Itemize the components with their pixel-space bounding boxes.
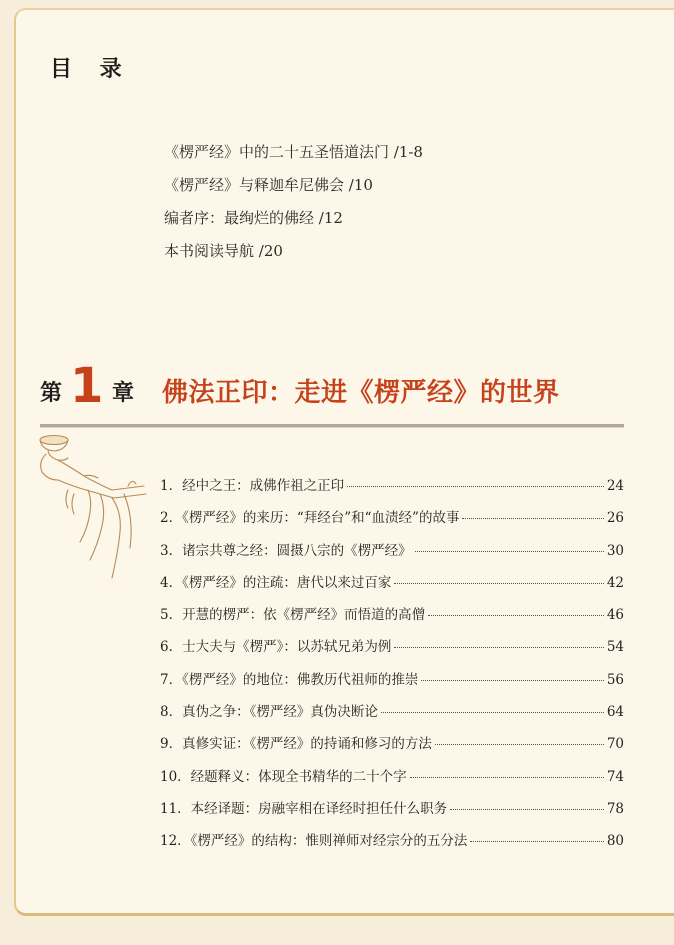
toc-entry[interactable] (160, 474, 624, 506)
toc-heading: 目 录 (50, 57, 132, 82)
front-matter-item[interactable]: 《楞严经》中的二十五圣悟道法门 /1-8 (164, 143, 423, 161)
front-matter-item[interactable]: 编者序：最绚烂的佛经 /12 (164, 209, 343, 227)
toc-entry-title: 1．经中之王：成佛作祖之正印 (160, 478, 345, 494)
toc-entry-page: 70 (606, 736, 624, 753)
toc-entry[interactable] (160, 732, 624, 764)
toc-entry[interactable] (160, 765, 624, 797)
chapter-heading (40, 360, 640, 420)
toc-entry-title: 2．《楞严经》的来历：“拜经台”和“血渍经”的故事 (160, 510, 460, 527)
toc-entry-title: 9．真修实证：《楞严经》的持诵和修习的方法 (160, 736, 432, 753)
front-matter-item[interactable]: 《楞严经》与释迦牟尼佛会 /10 (164, 176, 373, 194)
chapter-suffix: 章 (112, 381, 135, 406)
toc-leader-dots (470, 841, 603, 842)
toc-leader-dots (410, 777, 604, 778)
toc-leader-dots (435, 744, 604, 745)
toc-entry-title: 10．经题释义：体现全书精华的二十个字 (160, 768, 407, 785)
chapter-title[interactable]: 佛法正印：走进《楞严经》的世界 (162, 378, 560, 408)
toc-entry-title: 12．《楞严经》的结构：惟则禅师对经宗分的五分法 (160, 833, 468, 850)
toc-entry[interactable] (160, 539, 624, 571)
toc-entry-page: 46 (606, 607, 624, 624)
chapter-toc-list (160, 474, 624, 862)
toc-entry-page: 54 (606, 639, 624, 656)
front-matter-list (164, 142, 423, 274)
toc-entry[interactable] (160, 829, 624, 861)
front-matter-item[interactable]: 本书阅读导航 /20 (164, 242, 283, 260)
toc-entry-page: 42 (606, 574, 624, 591)
toc-entry-page: 56 (606, 671, 624, 688)
toc-leader-dots (381, 712, 604, 713)
toc-entry[interactable] (160, 571, 624, 603)
toc-leader-dots (415, 551, 604, 552)
toc-entry[interactable] (160, 700, 624, 732)
toc-entry-title: 11．本经译题：房融宰相在译经时担任什么职务 (160, 800, 448, 817)
toc-leader-dots (394, 647, 603, 648)
toc-entry[interactable] (160, 797, 624, 829)
hand-holding-bowl-icon (28, 428, 148, 588)
toc-entry-title: 3．诸宗共尊之经：圆摄八宗的《楞严经》 (160, 542, 412, 559)
chapter-number: 1 (70, 358, 104, 414)
chapter-prefix: 第 (40, 381, 63, 406)
toc-entry-page: 80 (606, 833, 624, 850)
toc-entry[interactable] (160, 668, 624, 700)
toc-leader-dots (394, 583, 603, 584)
toc-entry-title: 8．真伪之争：《楞严经》真伪决断论 (160, 704, 378, 721)
toc-entry-page: 24 (606, 478, 624, 494)
chapter-divider (40, 424, 624, 427)
toc-entry-title: 6．士大夫与《楞严》：以苏轼兄弟为例 (160, 639, 392, 656)
toc-entry-page: 30 (606, 542, 624, 559)
toc-leader-dots (421, 680, 603, 681)
toc-entry-page: 74 (606, 768, 624, 785)
toc-leader-dots (462, 518, 603, 519)
toc-entry[interactable] (160, 603, 624, 635)
toc-entry-page: 64 (606, 704, 624, 721)
toc-leader-dots (428, 615, 604, 616)
toc-entry-page: 78 (606, 800, 624, 817)
toc-entry[interactable] (160, 635, 624, 667)
toc-entry-page: 26 (606, 510, 624, 527)
toc-entry-title: 7．《楞严经》的地位：佛教历代祖师的推崇 (160, 671, 419, 688)
toc-entry[interactable] (160, 506, 624, 538)
toc-entry-title: 5．开慧的楞严：依《楞严经》而悟道的高僧 (160, 607, 426, 624)
toc-leader-dots (347, 486, 604, 487)
toc-leader-dots (450, 809, 604, 810)
toc-entry-title: 4．《楞严经》的注疏：唐代以来过百家 (160, 574, 392, 591)
